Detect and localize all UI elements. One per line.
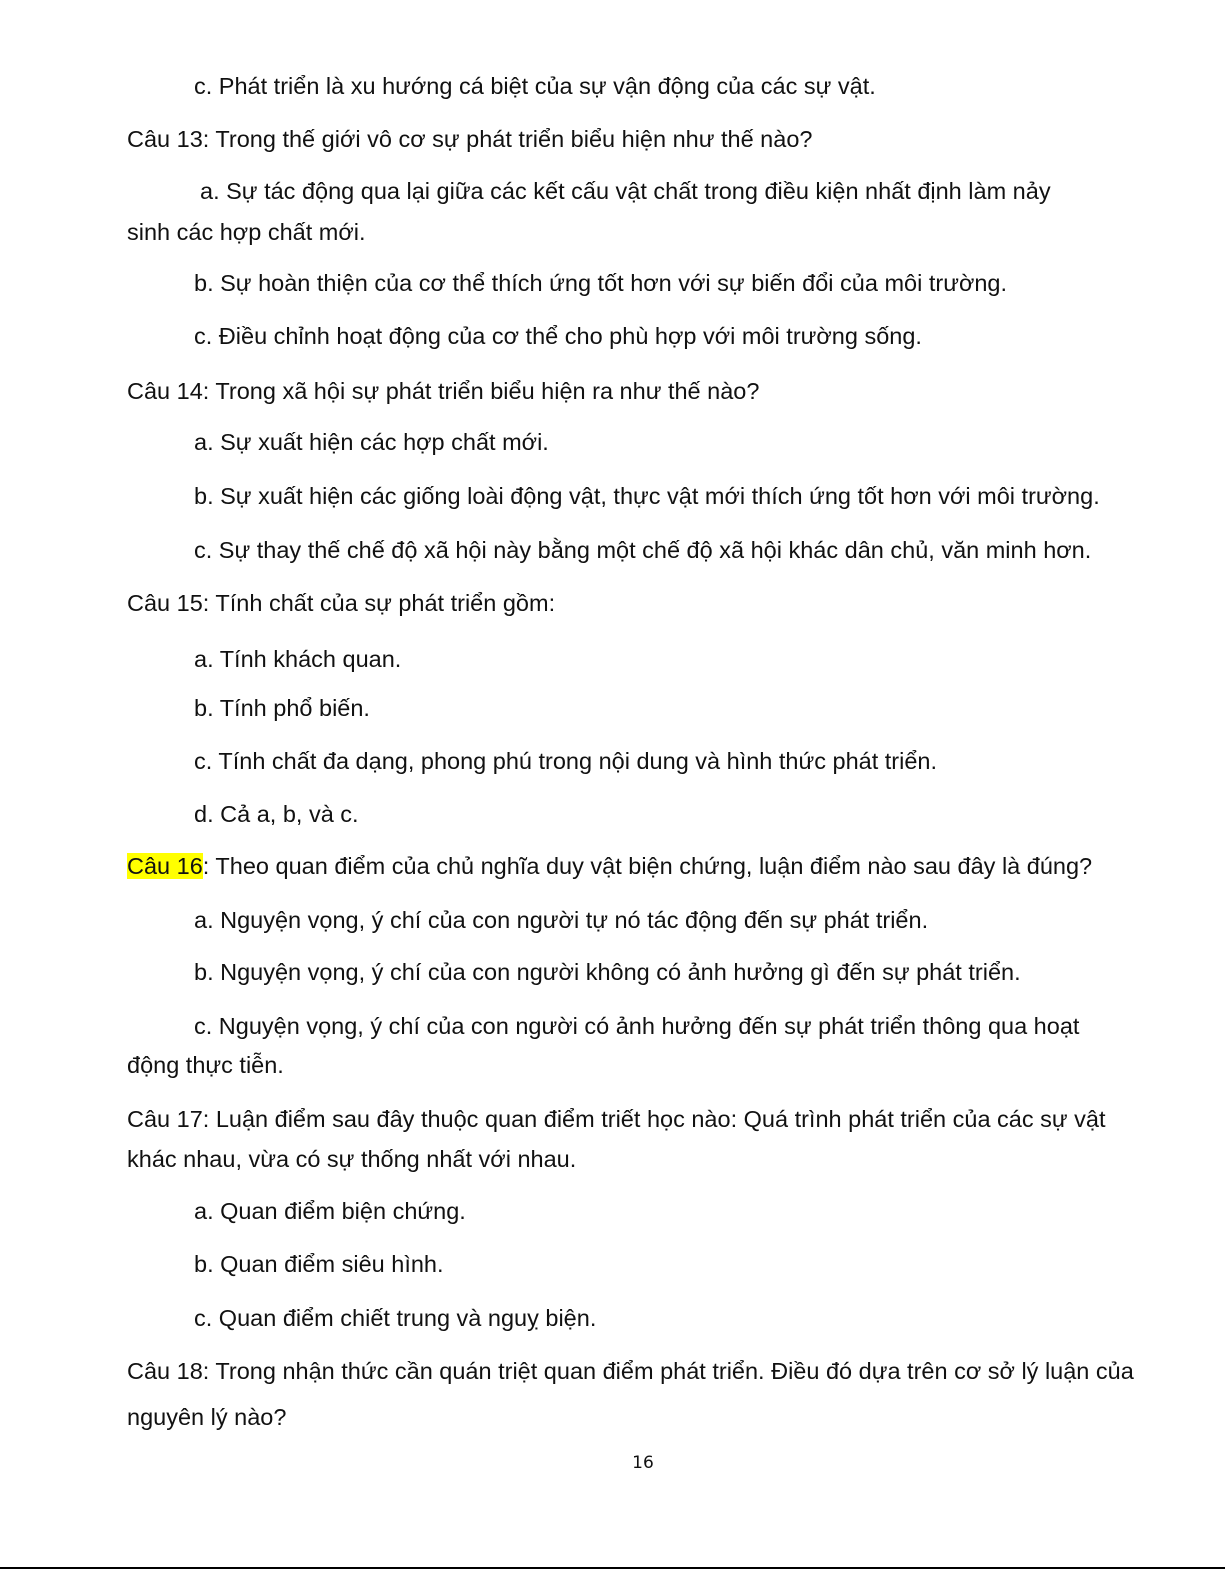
answer-option: a. Tính khách quan. [194,646,402,672]
question-heading-continuation: nguyên lý nào? [127,1404,287,1430]
answer-option: c. Sự thay thế chế độ xã hội này bằng một chế độ xã hội khác dân chủ, văn minh hơn. [194,537,1092,563]
question-heading: Câu 14: Trong xã hội sự phát triển biểu hiện ra như thế nào? [127,378,760,404]
answer-option: a. Sự tác động qua lại giữa các kết cấu vật chất trong điều kiện nhất định làm nảy [200,180,1051,204]
question-heading: Câu 13: Trong thế giới vô cơ sự phát triển biểu hiện như thế nào? [127,126,813,152]
question-heading [127,855,1092,879]
question-text: : Theo quan điểm của chủ nghĩa duy vật biện chứng, luận điểm nào sau đây là đúng? [202,853,1093,879]
answer-option: c. Điều chỉnh hoạt động của cơ thể cho phù hợp với môi trường sống. [194,323,922,349]
highlighted-question-label: Câu 16 [127,853,203,879]
answer-option: a. Quan điểm biện chứng. [194,1198,466,1224]
question-heading-continuation: khác nhau, vừa có sự thống nhất với nhau. [127,1146,577,1172]
answer-option: a. Sự xuất hiện các hợp chất mới. [194,429,549,455]
question-heading: Câu 17: Luận điểm sau đây thuộc quan điểm triết học nào: Quá trình phát triển của các sự vật [127,1108,1106,1132]
page-bottom-rule [0,1567,1225,1569]
answer-option: c. Tính chất đa dạng, phong phú trong nội dung và hình thức phát triển. [194,748,938,774]
answer-option-continuation: động thực tiễn. [127,1052,284,1078]
answer-option: b. Nguyện vọng, ý chí của con người không có ảnh hưởng gì đến sự phát triển. [194,959,1021,985]
page-number: 16 [632,1453,654,1473]
answer-option: c. Nguyện vọng, ý chí của con người có ảnh hưởng đến sự phát triển thông qua hoạt [194,1015,1080,1039]
answer-option: b. Sự xuất hiện các giống loài động vật, thực vật mới thích ứng tốt hơn với môi trường. [194,483,1100,509]
answer-option: b. Tính phổ biến. [194,695,370,721]
answer-option: c. Quan điểm chiết trung và nguỵ biện. [194,1305,597,1331]
answer-option-continuation: sinh các hợp chất mới. [127,219,366,245]
question-heading: Câu 15: Tính chất của sự phát triển gồm: [127,590,556,616]
answer-option: c. Phát triển là xu hướng cá biệt của sự vận động của các sự vật. [194,73,876,99]
question-heading: Câu 18: Trong nhận thức cần quán triệt quan điểm phát triển. Điều đó dựa trên cơ sở lý luận của [127,1360,1134,1384]
answer-option: b. Quan điểm siêu hình. [194,1251,444,1277]
answer-option: b. Sự hoàn thiện của cơ thể thích ứng tốt hơn với sự biến đổi của môi trường. [194,270,1008,296]
answer-option: d. Cả a, b, và c. [194,801,359,827]
answer-option: a. Nguyện vọng, ý chí của con người tự nó tác động đến sự phát triển. [194,907,929,933]
